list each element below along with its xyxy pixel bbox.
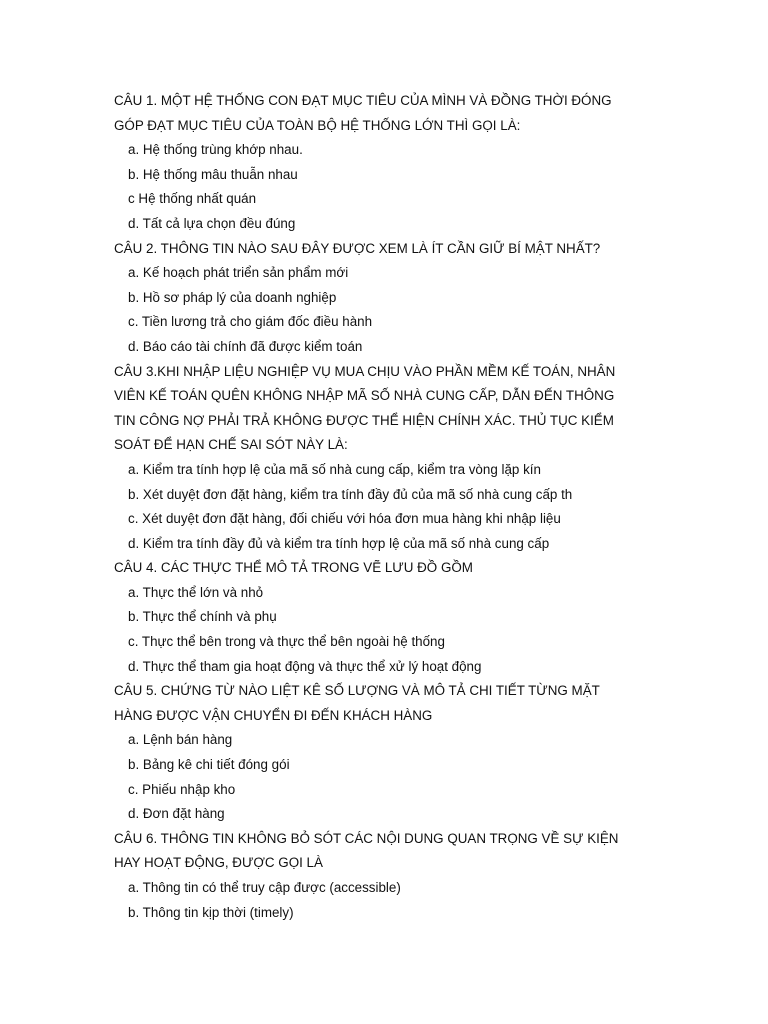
question-text: VIÊN KẾ TOÁN QUÊN KHÔNG NHẬP MÃ SỐ NHÀ CUNG CẤP, DẪN ĐẾN THÔNG — [114, 388, 615, 404]
answer-option-b: b. Hệ thống mâu thuẫn nhau — [128, 166, 298, 182]
answer-option-d: d. Đơn đặt hàng — [128, 806, 225, 822]
answer-option-d: d. Kiểm tra tính đầy đủ và kiểm tra tính hợp lệ của mã số nhà cung cấp — [128, 535, 550, 551]
question-text: GÓP ĐẠT MỤC TIÊU CỦA TOÀN BỘ HỆ THỐNG LỚN THÌ GỌI LÀ: — [114, 117, 521, 133]
answer-option-d: d. Tất cả lựa chọn đều đúng — [128, 215, 296, 231]
question-text: HÀNG ĐƯỢC VẬN CHUYỂN ĐI ĐẾN KHÁCH HÀNG — [114, 707, 433, 723]
answer-option-d: d. Thực thể tham gia hoạt động và thực thể xử lý hoạt động — [128, 658, 482, 674]
question-text: TIN CÔNG NỢ PHẢI TRẢ KHÔNG ĐƯỢC THỂ HIỆN CHÍNH XÁC. THỦ TỤC KIỂM — [114, 412, 614, 428]
answer-option-b: b. Thông tin kịp thời (timely) — [128, 904, 294, 920]
answer-option-a: a. Thông tin có thể truy cập được (accessible) — [128, 880, 401, 895]
answer-option-a: a. Hệ thống trùng khớp nhau. — [128, 142, 303, 158]
answer-option-c: c Hệ thống nhất quán — [128, 191, 257, 207]
question-6 — [0, 827, 768, 925]
answer-option-b: b. Hồ sơ pháp lý của doanh nghiệp — [128, 289, 337, 305]
answer-option-a: a. Kiểm tra tính hợp lệ của mã số nhà cung cấp, kiểm tra vòng lặp kín — [128, 461, 541, 477]
question-text: SOÁT ĐỂ HẠN CHẾ SAI SÓT NÀY LÀ: — [114, 437, 348, 453]
question-2 — [0, 237, 768, 360]
question-4 — [0, 556, 768, 679]
answer-option-a: a. Thực thể lớn và nhỏ — [128, 584, 264, 600]
question-text: CÂU 3.KHI NHẬP LIỆU NGHIỆP VỤ MUA CHỊU VÀO PHẦN MỀM KẾ TOÁN, NHÂN — [114, 363, 616, 379]
answer-option-d: d. Báo cáo tài chính đã được kiểm toán — [128, 338, 363, 354]
question-text: CÂU 2. THÔNG TIN NÀO SAU ĐÂY ĐƯỢC XEM LÀ ÍT CẦN GIỮ BÍ MẬT NHẤT? — [114, 240, 601, 256]
answer-option-c: c. Xét duyệt đơn đặt hàng, đối chiếu với hóa đơn mua hàng khi nhập liệu — [128, 511, 561, 527]
question-text: HAY HOẠT ĐỘNG, ĐƯỢC GỌI LÀ — [114, 855, 323, 871]
answer-option-a: a. Lệnh bán hàng — [128, 732, 233, 748]
answer-option-a: a. Kế hoạch phát triển sản phẩm mới — [128, 265, 349, 281]
answer-option-b: b. Thực thể chính và phụ — [128, 609, 277, 625]
question-text: CÂU 6. THÔNG TIN KHÔNG BỎ SÓT CÁC NỘI DUNG QUAN TRỌNG VỀ SỰ KIỆN — [114, 830, 619, 846]
answer-option-b: b. Bảng kê chi tiết đóng gói — [128, 757, 290, 773]
question-1 — [0, 89, 768, 237]
question-text: CÂU 1. MỘT HỆ THỐNG CON ĐẠT MỤC TIÊU CỦA MÌNH VÀ ĐỒNG THỜI ĐÓNG — [114, 93, 612, 108]
question-text: CÂU 5. CHỨNG TỪ NÀO LIỆT KÊ SỐ LƯỢNG VÀ MÔ TẢ CHI TIẾT TỪNG MẶT — [114, 683, 600, 699]
answer-option-b: b. Xét duyệt đơn đặt hàng, kiểm tra tính đầy đủ của mã số nhà cung cấp th — [128, 486, 573, 502]
question-text: CÂU 4. CÁC THỰC THỂ MÔ TẢ TRONG VẼ LƯU ĐỒ GỒM — [114, 560, 473, 576]
question-5 — [0, 679, 768, 827]
answer-option-c: c. Thực thể bên trong và thực thể bên ngoài hệ thống — [128, 634, 445, 650]
answer-option-c: c. Tiền lương trả cho giám đốc điều hành — [128, 314, 373, 330]
question-3 — [0, 360, 768, 557]
answer-option-c: c. Phiếu nhập kho — [128, 781, 236, 797]
